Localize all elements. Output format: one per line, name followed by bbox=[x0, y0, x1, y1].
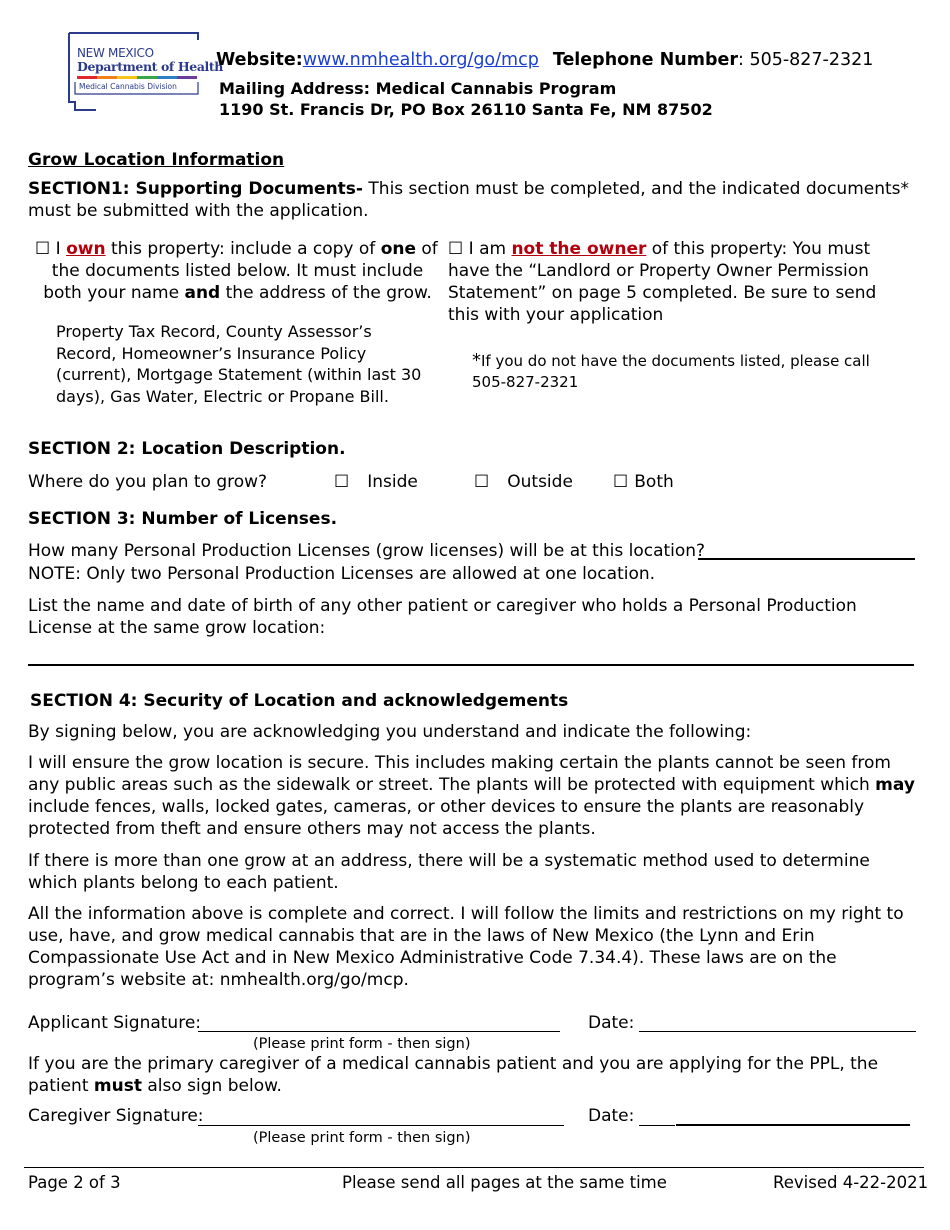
outside-checkbox[interactable]: ☐ bbox=[474, 472, 490, 492]
other-holders-field[interactable] bbox=[28, 664, 914, 666]
own-text-5: the address of the grow. bbox=[220, 283, 432, 303]
website-label: Website: bbox=[216, 50, 303, 70]
owner-option bbox=[35, 238, 440, 304]
caregiver-instruction-a: If you are the primary caregiver of a medical cannabis patient and you are applying for the PPL, the patient bbox=[28, 1054, 879, 1096]
outside-label: Outside bbox=[507, 472, 573, 492]
license-count-question: How many Personal Production Licenses (grow licenses) will be at this location? bbox=[28, 541, 706, 561]
own-text-2: of bbox=[416, 239, 438, 259]
revision-date: Revised 4-22-2021 bbox=[773, 1173, 929, 1192]
applicant-signature-field[interactable] bbox=[198, 1031, 560, 1032]
caregiver-instruction-c: also sign below. bbox=[141, 1076, 282, 1096]
ack-multiple-grows: If there is more than one grow at an address, there will be a systematic method used to determine which plants belong to each patient. bbox=[28, 851, 870, 893]
rainbow-segment bbox=[77, 76, 97, 79]
own-bold-one: one bbox=[380, 239, 416, 259]
nmdoh-logo bbox=[66, 32, 223, 110]
page-number: Page 2 of 3 bbox=[28, 1173, 121, 1192]
section3-heading-period: . bbox=[330, 509, 338, 529]
rainbow-segment bbox=[97, 76, 117, 79]
logo-line1: NEW MEXICO bbox=[77, 46, 154, 60]
applicant-print-note: (Please print form - then sign) bbox=[253, 1036, 471, 1052]
ack-compliance: All the information above is complete and correct. I will follow the limits and restrictions on my right to use, have, and grow medical cannabis that are in the laws of New Mexico (the Lynn and Erin Compassionate Use Act and in New Mexico Administrative Code 7.34.4). These laws are on the program’s website at: nmhealth.org/go/mcp. bbox=[28, 904, 904, 990]
footer-instruction: Please send all pages at the same time bbox=[342, 1173, 667, 1192]
ack-intro: By signing below, you are acknowledging you understand and indicate the following: bbox=[28, 722, 752, 742]
section4-heading: SECTION 4: Security of Location and acknowledgements bbox=[30, 691, 569, 711]
option-both[interactable] bbox=[613, 471, 674, 493]
caregiver-date-field-lead bbox=[639, 1125, 675, 1126]
footer-divider bbox=[24, 1167, 924, 1168]
applicant-signature-label: Applicant Signature: bbox=[28, 1013, 202, 1033]
inside-checkbox[interactable]: ☐ bbox=[334, 472, 350, 492]
option-inside[interactable] bbox=[334, 471, 418, 493]
own-checkbox[interactable]: ☐ bbox=[35, 239, 51, 259]
ack-security bbox=[28, 752, 923, 840]
applicant-date-label: Date: bbox=[588, 1013, 635, 1033]
rainbow-segment bbox=[117, 76, 137, 79]
section3-heading-text: SECTION 3: Number of Licenses bbox=[28, 509, 331, 529]
note-text: If you do not have the documents listed, please call 505-827-2321 bbox=[472, 352, 870, 391]
section1-heading: SECTION1: Supporting Documents- bbox=[28, 179, 363, 199]
logo-rainbow-bar bbox=[77, 76, 197, 79]
logo-line3: Medical Cannabis Division bbox=[79, 82, 177, 91]
caregiver-instruction bbox=[28, 1053, 923, 1097]
section1-intro bbox=[28, 178, 918, 222]
mailing-address-line2: 1190 St. Francis Dr, PO Box 26110 Santa Fe, NM 87502 bbox=[219, 100, 713, 119]
ack-security-text-a: I will ensure the grow location is secure. This includes making certain the plants cannot be seen from any public areas such as the sidewalk or street. The plants will be protected with equipment which bbox=[28, 753, 891, 795]
ack-security-text-c: include fences, walls, locked gates, cameras, or other devices to ensure the plants are reasonably protected from theft and ensure others may not access the plants. bbox=[28, 797, 865, 839]
page-title: Grow Location Information bbox=[28, 150, 285, 170]
caregiver-signature-label: Caregiver Signature: bbox=[28, 1106, 204, 1126]
caregiver-date-label: Date: bbox=[588, 1106, 635, 1126]
caregiver-date-field[interactable] bbox=[676, 1124, 910, 1126]
own-keyword: own bbox=[66, 239, 106, 259]
applicant-date-field[interactable] bbox=[639, 1031, 916, 1032]
other-holders-prompt: List the name and date of birth of any other patient or caregiver who holds a Personal Production License at the same grow location: bbox=[28, 596, 857, 638]
own-text-4: both your name bbox=[43, 283, 185, 303]
section3-heading bbox=[28, 508, 337, 530]
website-link[interactable]: www.nmhealth.org/go/mcp bbox=[302, 50, 539, 70]
mailing-address-line1: Mailing Address: Medical Cannabis Program bbox=[219, 79, 617, 98]
rainbow-segment bbox=[137, 76, 157, 79]
own-text-pre: I bbox=[50, 239, 67, 259]
logo-line2: Department of Health bbox=[77, 59, 223, 74]
section1-text: This section must be completed, and the indicated documents* must be submitted with the application. bbox=[28, 179, 910, 221]
not-owner-text: of this property: You must have the “Landlord or Property Owner Permission Statement” on page 5 completed. Be sure to send this with your application bbox=[448, 239, 877, 325]
note-asterisk: * bbox=[472, 350, 481, 371]
section2-heading: SECTION 2: Location Description. bbox=[28, 439, 346, 459]
own-text-1: this property: include a copy of bbox=[105, 239, 381, 259]
both-checkbox[interactable]: ☐ bbox=[613, 472, 629, 492]
header-contact-line bbox=[216, 49, 873, 71]
rainbow-segment bbox=[157, 76, 177, 79]
not-owner-option bbox=[448, 238, 898, 326]
telephone-value: : 505-827-2321 bbox=[737, 50, 874, 70]
not-owner-keyword: not the owner bbox=[511, 239, 647, 259]
telephone-label: Telephone Number bbox=[552, 50, 738, 70]
own-text-line3 bbox=[35, 282, 440, 304]
own-bold-and: and bbox=[184, 283, 221, 303]
not-owner-checkbox[interactable]: ☐ bbox=[448, 239, 464, 259]
accepted-documents-list: Property Tax Record, County Assessor’s Record, Homeowner’s Insurance Policy (current), Mortgage Statement (within last 30 days), Gas Water, Electric or Propane Bill. bbox=[56, 322, 422, 406]
documents-note bbox=[472, 350, 892, 393]
not-owner-text-pre: I am bbox=[463, 239, 512, 259]
caregiver-signature-field[interactable] bbox=[198, 1125, 564, 1126]
rainbow-segment bbox=[177, 76, 197, 79]
caregiver-print-note: (Please print form - then sign) bbox=[253, 1130, 471, 1146]
own-text-3: the documents listed below. It must include bbox=[51, 261, 424, 281]
option-outside[interactable] bbox=[474, 471, 573, 493]
license-count-field[interactable] bbox=[698, 558, 915, 560]
grow-location-question: Where do you plan to grow? bbox=[28, 472, 268, 492]
inside-label: Inside bbox=[367, 472, 418, 492]
both-label: Both bbox=[634, 472, 674, 492]
ack-security-bold: may bbox=[875, 775, 915, 795]
caregiver-instruction-bold: must bbox=[93, 1076, 142, 1096]
license-limit-note: NOTE: Only two Personal Production Licenses are allowed at one location. bbox=[28, 564, 656, 584]
